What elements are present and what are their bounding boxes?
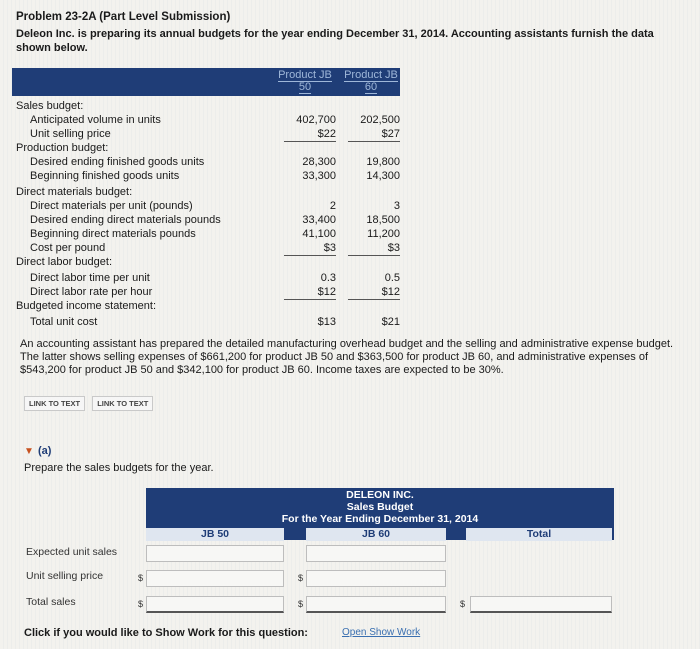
link-to-text-button[interactable]: LINK TO TEXT: [24, 396, 85, 411]
row-label: Unit selling price: [30, 128, 111, 140]
row-value-jb60: 11,200: [367, 228, 400, 240]
row-label-total-sales: Total sales: [26, 596, 76, 608]
row-value-jb50: 33,300: [302, 170, 336, 182]
open-show-work-link[interactable]: Open Show Work: [342, 627, 421, 638]
part-instruction: Prepare the sales budgets for the year.: [24, 462, 214, 474]
collapse-arrow-icon[interactable]: ▼: [24, 446, 34, 457]
section-heading: Budgeted income statement:: [16, 300, 157, 312]
currency-symbol: $: [460, 599, 466, 609]
expected-units-jb50-input[interactable]: [146, 545, 284, 562]
row-label: Desired ending finished goods units: [30, 156, 205, 168]
row-label: Beginning direct materials pounds: [30, 228, 196, 240]
column-jb60-header: JB 60: [306, 528, 446, 541]
row-label: Direct labor rate per hour: [30, 286, 153, 298]
link-to-text-button[interactable]: LINK TO TEXT: [92, 396, 153, 411]
row-label: Anticipated volume in units: [30, 114, 161, 126]
row-value-jb60: 0.5: [384, 272, 400, 284]
data-table-header-bar: [12, 68, 400, 96]
assistant-paragraph: An accounting assistant has prepared the detailed manufacturing overhead budget and the selling and administrative expense budget. The latter shows selling expenses of $661,200 for product JB 50 and $363,500 for product JB 60, and administrative expenses of $543,200 for product JB 50 and $342,100 for product JB 60. Income taxes are expected to be 30%.: [20, 338, 674, 376]
row-value-jb60: 14,300: [366, 170, 400, 182]
row-value-jb60: $27: [348, 127, 400, 142]
total-sales-jb60-input[interactable]: [306, 596, 446, 613]
unit-price-jb50-input[interactable]: [146, 570, 284, 587]
column-header-jb50: Product JB 50: [278, 69, 332, 93]
row-value-jb60: $3: [348, 241, 400, 256]
link-group: [24, 396, 157, 411]
row-label: Total unit cost: [30, 316, 98, 328]
column-header-jb60: Product JB 60: [344, 69, 398, 93]
row-value-jb50: $12: [284, 285, 336, 300]
row-label: Beginning finished goods units: [30, 170, 180, 182]
part-label: (a): [38, 445, 52, 457]
section-heading: Direct labor budget:: [16, 256, 112, 268]
problem-title: Problem 23-2A (Part Level Submission): [16, 11, 231, 23]
budget-name: Sales Budget: [346, 501, 414, 513]
row-value-jb50: $13: [317, 316, 336, 328]
row-label-expected-units: Expected unit sales: [26, 546, 118, 558]
currency-symbol: $: [298, 599, 304, 609]
row-value-jb50: 0.3: [320, 272, 336, 284]
row-value-jb60: $21: [381, 316, 400, 328]
row-value-jb60: 3: [393, 200, 400, 212]
column-total-header: Total: [466, 528, 612, 541]
row-value-jb50: 402,700: [296, 114, 336, 126]
section-heading: Sales budget:: [16, 100, 84, 112]
company-name: DELEON INC.: [346, 489, 414, 501]
row-label: Cost per pound: [30, 242, 106, 254]
row-value-jb50: $22: [284, 127, 336, 142]
currency-symbol: $: [138, 573, 144, 583]
row-value-jb50: $3: [284, 241, 336, 256]
budget-period: For the Year Ending December 31, 2014: [281, 513, 479, 525]
row-value-jb50: 28,300: [302, 156, 336, 168]
currency-symbol: $: [138, 599, 144, 609]
row-value-jb60: 19,800: [366, 156, 400, 168]
row-value-jb60: 18,500: [366, 214, 400, 226]
row-value-jb50: 41,100: [302, 228, 336, 240]
row-label: Direct materials per unit (pounds): [30, 200, 193, 212]
section-heading: Direct materials budget:: [16, 186, 133, 198]
row-value-jb50: 2: [329, 200, 336, 212]
currency-symbol: $: [298, 573, 304, 583]
row-value-jb50: 33,400: [302, 214, 336, 226]
section-heading: Production budget:: [16, 142, 109, 154]
unit-price-jb60-input[interactable]: [306, 570, 446, 587]
expected-units-jb60-input[interactable]: [306, 545, 446, 562]
problem-intro: Deleon Inc. is preparing its annual budgets for the year ending December 31, 2014. Accounting assistants furnish the data shown below.: [16, 28, 654, 54]
row-label: Desired ending direct materials pounds: [30, 214, 221, 226]
total-sales-total-input[interactable]: [470, 596, 612, 613]
row-label: Direct labor time per unit: [30, 272, 150, 284]
show-work-prompt: Click if you would like to Show Work for this question:: [24, 627, 308, 639]
row-value-jb60: 202,500: [360, 114, 400, 126]
row-label-unit-price: Unit selling price: [26, 570, 104, 582]
row-value-jb60: $12: [348, 285, 400, 300]
total-sales-jb50-input[interactable]: [146, 596, 284, 613]
column-jb50-header: JB 50: [146, 528, 284, 541]
